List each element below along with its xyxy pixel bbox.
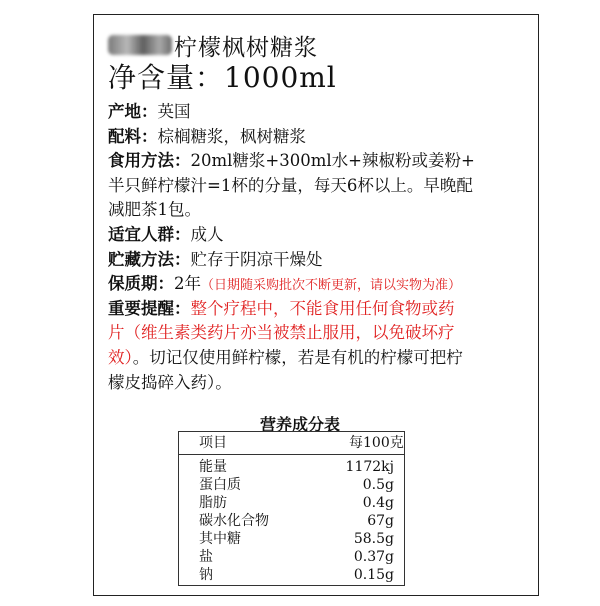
audience-label: 适宜人群： (108, 224, 191, 244)
shelf-life-line (108, 272, 528, 297)
table-row-value: 0.15g (353, 567, 394, 583)
notice-label: 重要提醒： (108, 298, 191, 318)
nutrition-table-title: 营养成分表 (259, 415, 340, 434)
shelf-life-note: （日期随采购批次不断更新，请以实物为准） (201, 278, 462, 294)
table-row-name: 钠 (199, 567, 213, 583)
table-header-item: 项目 (199, 435, 227, 451)
storage-value: 贮存于阴凉干燥处 (190, 249, 323, 269)
audience-line (108, 223, 528, 248)
table-row-value: 0.4g (362, 495, 394, 511)
notice-line-3 (108, 346, 528, 371)
table-row-value: 0.5g (362, 477, 394, 493)
usage-text-3: 减肥茶1包。 (108, 200, 201, 220)
table-row-name: 其中糖 (199, 531, 241, 547)
usage-line-3 (108, 198, 528, 223)
shelf-life-value: 2年 (174, 274, 201, 294)
ingredients-line (108, 125, 528, 150)
table-row-name: 蛋白质 (199, 477, 241, 493)
table-row-name: 盐 (199, 549, 213, 565)
table-row-name: 能量 (199, 459, 227, 475)
origin-line (108, 100, 528, 125)
notice-line-1 (108, 297, 528, 322)
table-row-name: 脂肪 (199, 495, 227, 511)
nutrition-table (178, 431, 405, 586)
title-row (108, 30, 318, 60)
notice-text-2: 片（维生素类药片亦当被禁止服用，以免破坏疗 (108, 323, 455, 343)
usage-label: 食用方法： (108, 151, 191, 171)
notice-text-3-red: 效） (108, 347, 133, 367)
table-header-divider (179, 454, 404, 455)
notice-line-4 (108, 371, 528, 396)
product-title: 柠檬枫树糖浆 (174, 34, 318, 61)
usage-text-2: 半只鲜柠檬汁=1杯的分量，每天6杯以上。早晚配 (108, 175, 473, 195)
audience-value: 成人 (190, 224, 224, 244)
notice-text-3: 。切记仅使用鲜柠檬，若是有机的柠檬可把柠 (132, 347, 463, 367)
ingredients-value: 棕榈糖浆，枫树糖浆 (157, 126, 306, 146)
origin-value: 英国 (157, 102, 191, 121)
storage-line (108, 248, 528, 273)
notice-text-1: 整个疗程中，不能食用任何食物或药 (190, 298, 455, 318)
storage-label: 贮藏方法： (108, 249, 191, 269)
product-info (108, 100, 528, 395)
table-row-value: 0.37g (353, 549, 394, 565)
table-row-value: 58.5g (353, 531, 394, 547)
notice-text-4: 檬皮捣碎入药）。 (108, 372, 232, 392)
table-row-value: 1172kj (345, 459, 394, 475)
shelf-life-label: 保质期： (108, 274, 174, 294)
blurred-brand-logo (108, 35, 172, 55)
notice-line-2 (108, 321, 528, 346)
table-row-name: 碳水化合物 (199, 513, 269, 529)
table-row-value: 67g (367, 513, 394, 529)
net-content: 净含量：1000ml (108, 61, 337, 94)
table-header-per-100g: 每100克 (349, 435, 404, 451)
usage-line-1 (108, 149, 528, 174)
origin-label: 产地： (108, 102, 158, 121)
usage-line-2 (108, 174, 528, 199)
ingredients-label: 配料： (108, 126, 158, 146)
usage-text-1: 20ml糖浆+300ml水+辣椒粉或姜粉+ (190, 151, 475, 171)
